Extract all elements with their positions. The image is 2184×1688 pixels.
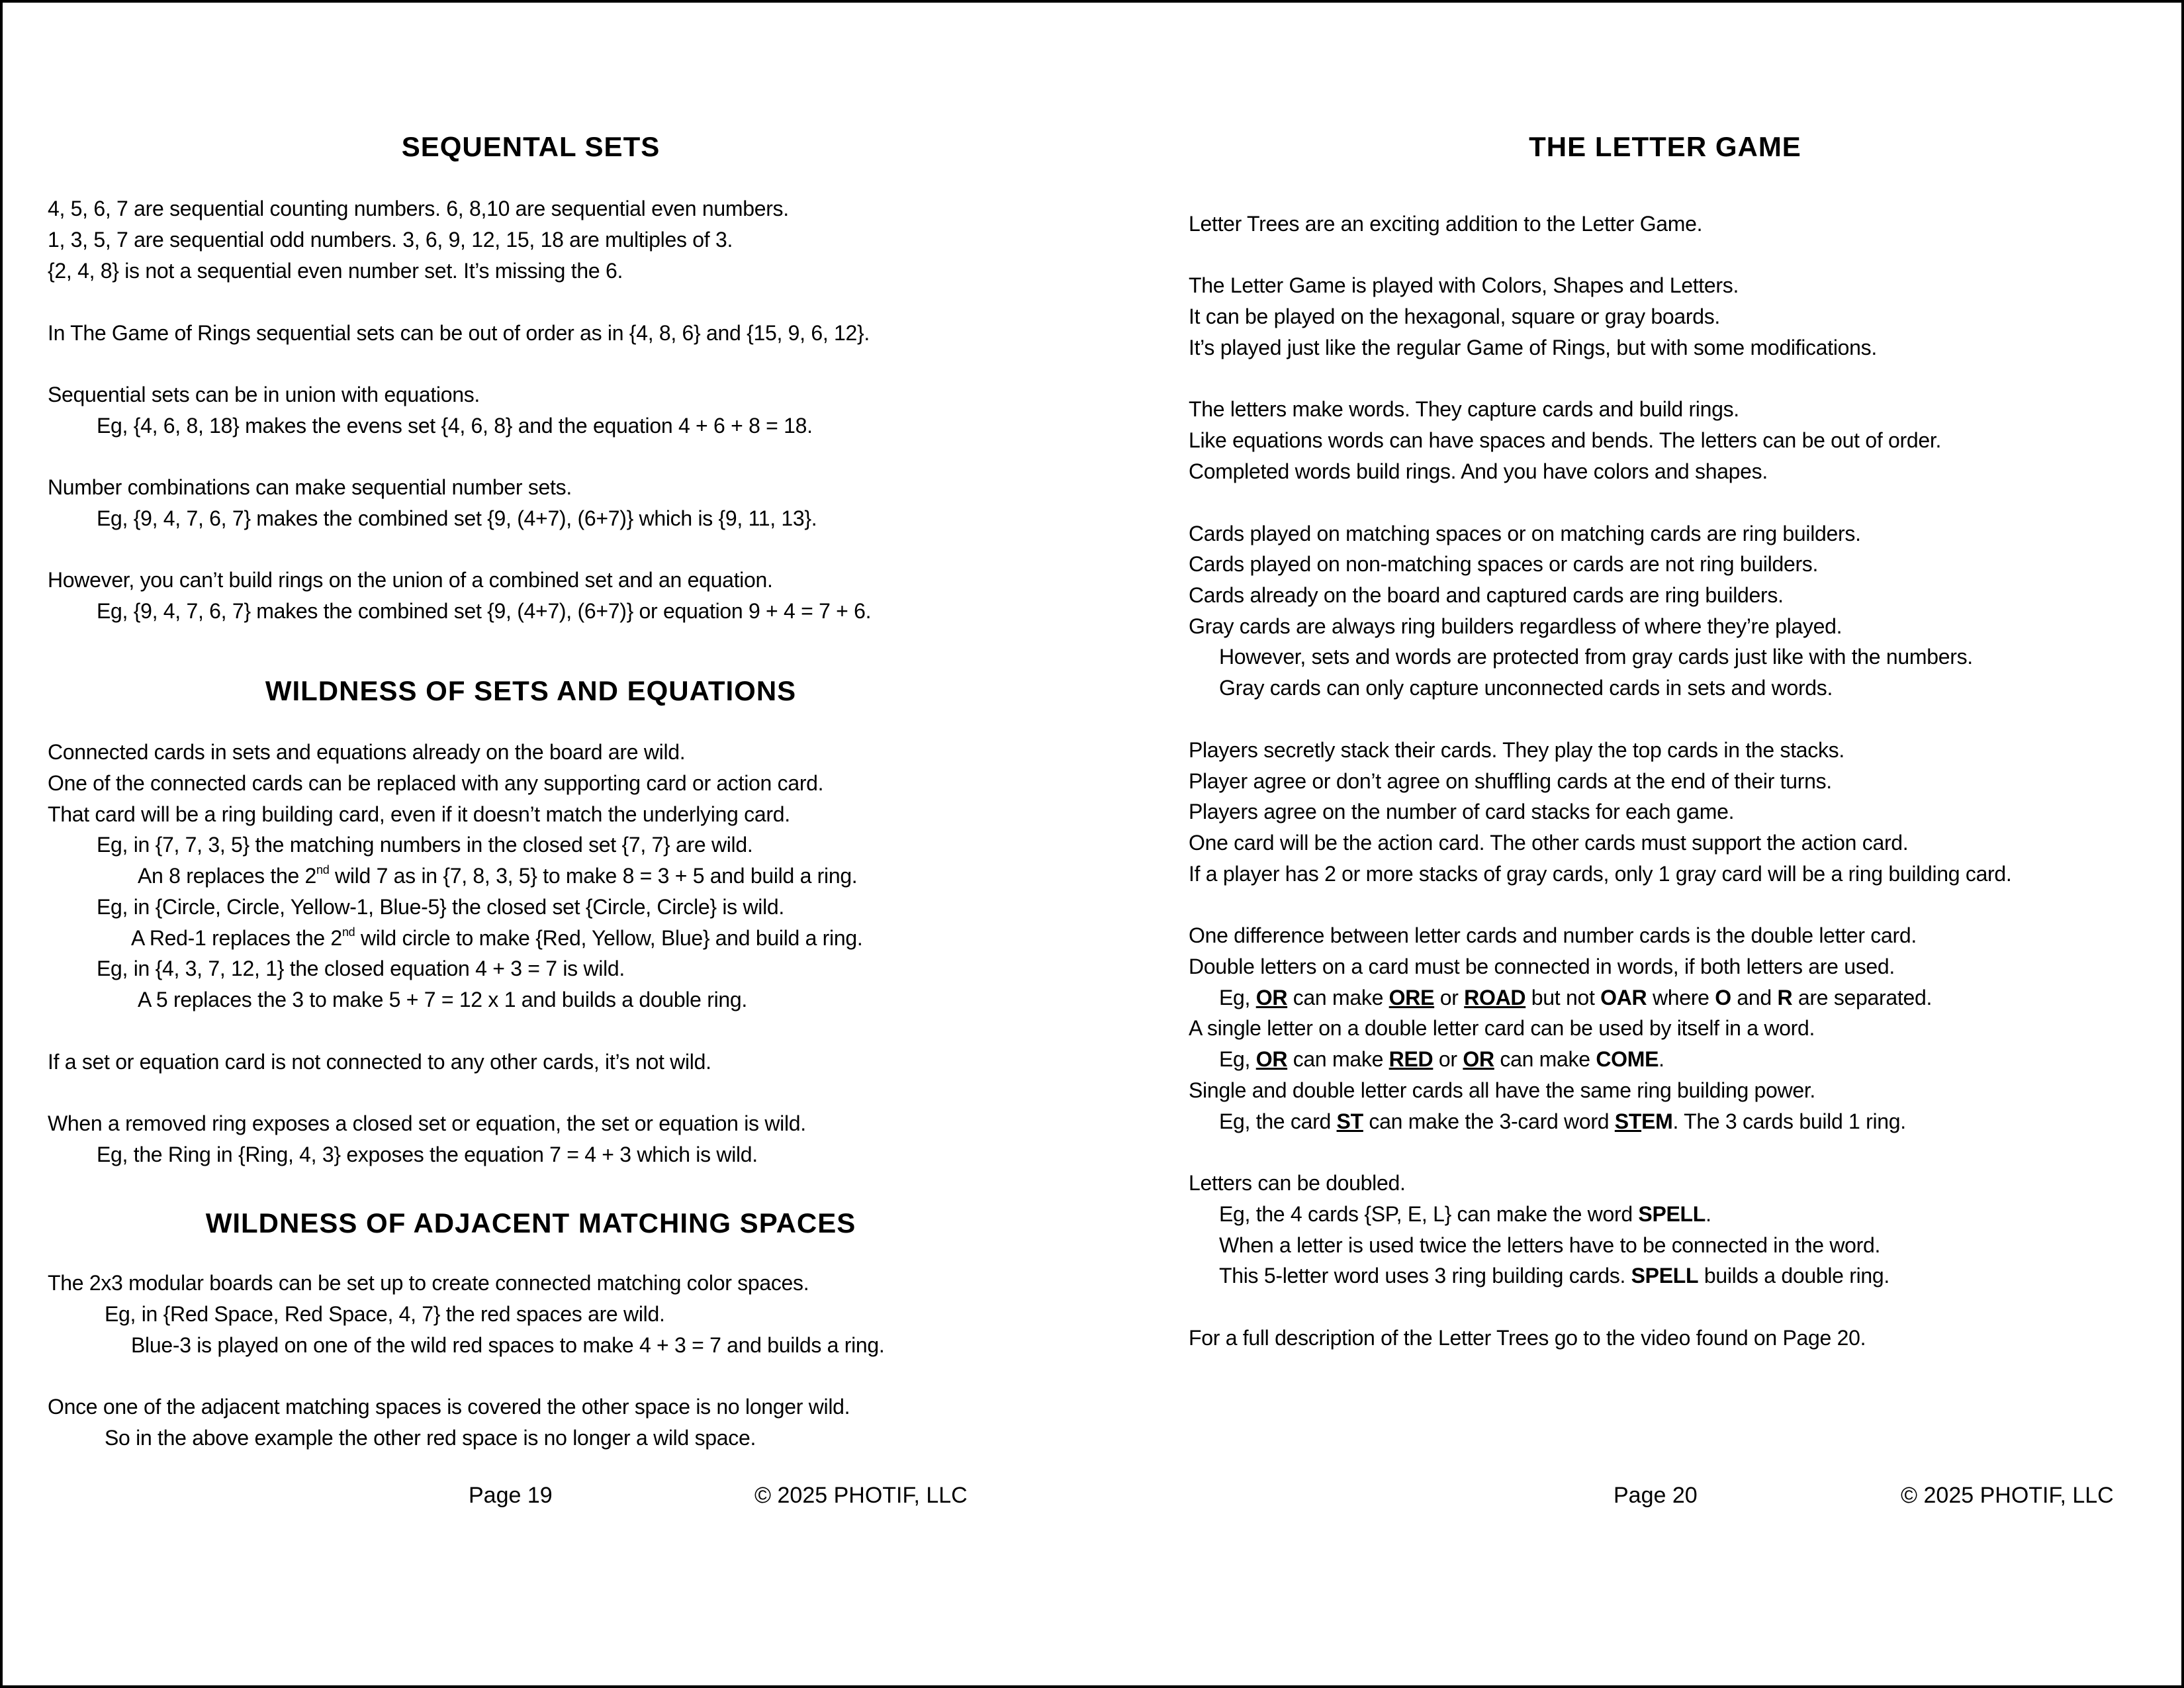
text-line: Eg, the card ST can make the 3-card word STEM. The 3 cards build 1 ring. — [1219, 1109, 1906, 1133]
text-line: Eg, in {Circle, Circle, Yellow-1, Blue-5} the closed set {Circle, Circle} is wild. — [97, 895, 784, 919]
text-line: {2, 4, 8} is not a sequential even number set. It’s missing the 6. — [48, 259, 623, 283]
page-number: Page 20 — [1614, 1483, 1698, 1508]
text-line: When a removed ring exposes a closed set or equation, the set or equation is wild. — [48, 1111, 806, 1135]
text-line: Player agree or don’t agree on shuffling cards at the end of their turns. — [1189, 769, 1832, 793]
text-line: If a player has 2 or more stacks of gray cards, only 1 gray card will be a ring building card. — [1189, 862, 2012, 886]
text-line: Letter Trees are an exciting addition to the Letter Game. — [1189, 212, 1703, 236]
text-line: Blue-3 is played on one of the wild red spaces to make 4 + 3 = 7 and builds a ring. — [131, 1333, 885, 1357]
text-line: Letters can be doubled. — [1189, 1171, 1406, 1195]
text-line: Gray cards are always ring builders regardless of where they’re played. — [1189, 614, 1843, 638]
text-line: Completed words build rings. And you have colors and shapes. — [1189, 459, 1768, 483]
section-title-letter-game: THE LETTER GAME — [1529, 131, 1801, 162]
text-line: Gray cards can only capture unconnected cards in sets and words. — [1219, 676, 1833, 700]
text-line: For a full description of the Letter Trees go to the video found on Page 20. — [1189, 1326, 1866, 1350]
text-line: Like equations words can have spaces and bends. The letters can be out of order. — [1189, 428, 1942, 452]
text-line: The letters make words. They capture cards and build rings. — [1189, 397, 1739, 421]
text-line: However, sets and words are protected from gray cards just like with the numbers. — [1219, 645, 1973, 669]
text-line: Eg, the Ring in {Ring, 4, 3} exposes the equation 7 = 4 + 3 which is wild. — [97, 1143, 758, 1166]
text-line: Connected cards in sets and equations already on the board are wild. — [48, 740, 686, 764]
text-line: Eg, in {7, 7, 3, 5} the matching numbers in the closed set {7, 7} are wild. — [97, 833, 753, 857]
text-line: Number combinations can make sequential number sets. — [48, 475, 572, 499]
text-line: Eg, the 4 cards {SP, E, L} can make the word SPELL. — [1219, 1202, 1711, 1226]
text-line: That card will be a ring building card, even if it doesn’t match the underlying card. — [48, 802, 790, 826]
text-line: A 5 replaces the 3 to make 5 + 7 = 12 x 1 and builds a double ring. — [138, 988, 747, 1011]
text-line: If a set or equation card is not connected to any other cards, it’s not wild. — [48, 1050, 711, 1074]
copyright: © 2025 PHOTIF, LLC — [754, 1483, 968, 1508]
text-line: Sequential sets can be in union with equations. — [48, 383, 480, 406]
section-title-wildness-sets-equations: WILDNESS OF SETS AND EQUATIONS — [265, 675, 797, 706]
text-line: So in the above example the other red space is no longer a wild space. — [105, 1426, 756, 1450]
text-line: It can be played on the hexagonal, square or gray boards. — [1189, 305, 1721, 328]
text-line: Cards already on the board and captured cards are ring builders. — [1189, 583, 1784, 607]
text-line: The 2x3 modular boards can be set up to create connected matching color spaces. — [48, 1271, 809, 1295]
text-line: In The Game of Rings sequential sets can be out of order as in {4, 8, 6} and {15, 9, 6, 12}. — [48, 321, 870, 345]
text-line: Eg, {4, 6, 8, 18} makes the evens set {4, 6, 8} and the equation 4 + 6 + 8 = 18. — [97, 414, 813, 438]
text-line: One card will be the action card. The other cards must support the action card. — [1189, 831, 1909, 855]
text-line: Once one of the adjacent matching spaces is covered the other space is no longer wild. — [48, 1395, 850, 1419]
text-line: Eg, in {Red Space, Red Space, 4, 7} the red spaces are wild. — [105, 1302, 665, 1326]
text-line: Cards played on matching spaces or on matching cards are ring builders. — [1189, 522, 1861, 545]
text-line: Eg, {9, 4, 7, 6, 7} makes the combined set {9, (4+7), (6+7)} or equation 9 + 4 = 7 + 6. — [97, 599, 872, 623]
text-line: One of the connected cards can be replaced with any supporting card or action card. — [48, 771, 824, 795]
text-line: Cards played on non-matching spaces or cards are not ring builders. — [1189, 552, 1819, 576]
text-line: Players agree on the number of card stacks for each game. — [1189, 800, 1735, 823]
text-line: A Red-1 replaces the 2nd wild circle to make {Red, Yellow, Blue} and build a ring. — [131, 925, 863, 950]
text-line: The Letter Game is played with Colors, Shapes and Letters. — [1189, 273, 1739, 297]
text-line: Double letters on a card must be connected in words, if both letters are used. — [1189, 955, 1895, 978]
text-line: It’s played just like the regular Game of Rings, but with some modifications. — [1189, 336, 1877, 359]
text-line: A single letter on a double letter card can be used by itself in a word. — [1189, 1016, 1815, 1040]
text-line: However, you can’t build rings on the union of a combined set and an equation. — [48, 568, 773, 592]
page-number: Page 19 — [469, 1483, 553, 1508]
text-line: 1, 3, 5, 7 are sequential odd numbers. 3, 6, 9, 12, 15, 18 are multiples of 3. — [48, 228, 733, 252]
text-line: One difference between letter cards and number cards is the double letter card. — [1189, 923, 1917, 947]
text-line: Players secretly stack their cards. They play the top cards in the stacks. — [1189, 738, 1844, 762]
text-line: 4, 5, 6, 7 are sequential counting numbers. 6, 8,10 are sequential even numbers. — [48, 197, 789, 220]
text-line: This 5-letter word uses 3 ring building cards. SPELL builds a double ring. — [1219, 1264, 1889, 1288]
right-page — [1189, 0, 2155, 1688]
text-line: Eg, in {4, 3, 7, 12, 1} the closed equation 4 + 3 = 7 is wild. — [97, 957, 625, 980]
left-page — [48, 0, 1014, 1688]
copyright: © 2025 PHOTIF, LLC — [1901, 1483, 2114, 1508]
text-line: Eg, OR can make ORE or ROAD but not OAR where O and R are separated. — [1219, 986, 1933, 1009]
section-title-sequential-sets: SEQUENTAL SETS — [401, 131, 660, 162]
text-line: Single and double letter cards all have the same ring building power. — [1189, 1078, 1816, 1102]
text-line: Eg, OR can make RED or OR can make COME. — [1219, 1047, 1664, 1071]
text-line: An 8 replaces the 2nd wild 7 as in {7, 8, 3, 5} to make 8 = 3 + 5 and build a ring. — [138, 863, 858, 888]
section-title-wildness-adjacent-spaces: WILDNESS OF ADJACENT MATCHING SPACES — [205, 1207, 856, 1239]
text-line: When a letter is used twice the letters have to be connected in the word. — [1219, 1233, 1881, 1257]
text-line: Eg, {9, 4, 7, 6, 7} makes the combined set {9, (4+7), (6+7)} which is {9, 11, 13}. — [97, 506, 817, 530]
